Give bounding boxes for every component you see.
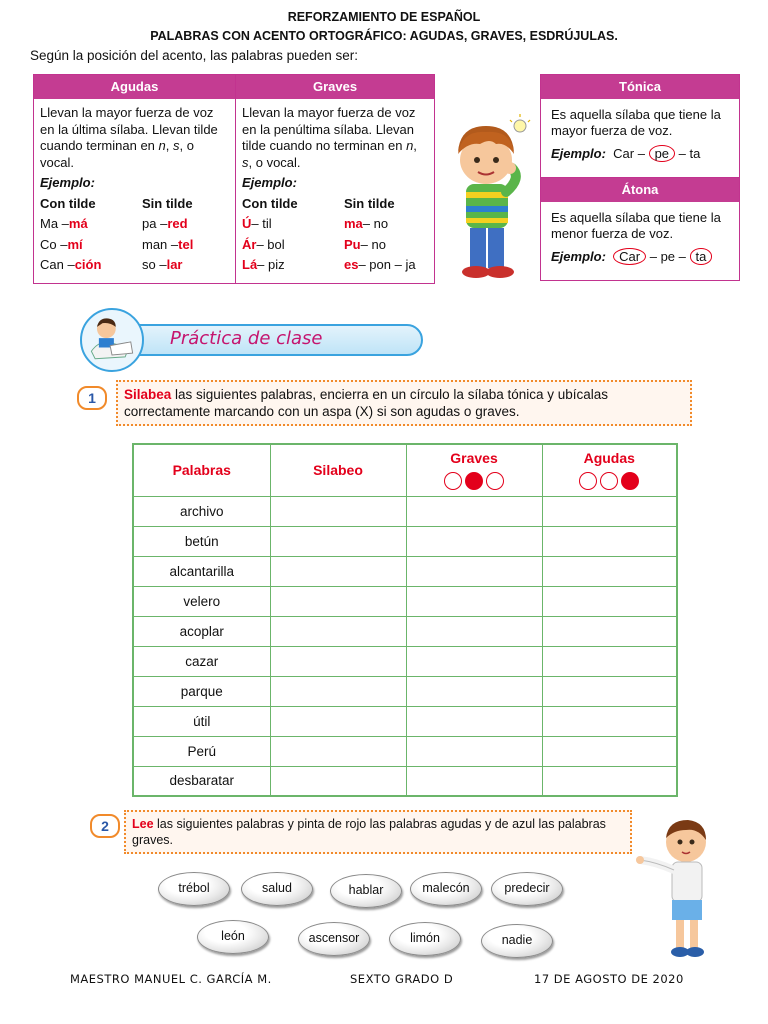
ex-post: – no <box>360 236 386 252</box>
syllable-dash: – <box>678 249 686 264</box>
example-con <box>40 257 142 274</box>
graves-cell[interactable] <box>406 616 542 646</box>
graves-sin-tilde: Sin tilde <box>344 195 395 211</box>
agudas-desc-s: s <box>173 138 180 153</box>
word-cell: parque <box>133 676 270 706</box>
ex-red: Pu <box>344 236 361 252</box>
graves-cell[interactable] <box>406 766 542 796</box>
graves-con-tilde: Con tilde <box>242 195 298 211</box>
syllable: pe <box>660 249 676 264</box>
example-sin <box>344 216 388 233</box>
graves-cell[interactable] <box>406 556 542 586</box>
graves-dots <box>407 472 542 490</box>
table-row <box>133 526 677 556</box>
practica-title: Práctica de clase <box>170 328 323 349</box>
ex-post: – bol <box>256 236 285 252</box>
dot-filled <box>621 472 639 490</box>
silabeo-cell[interactable] <box>270 496 406 526</box>
example-sin <box>142 237 193 254</box>
child-reading-icon <box>80 308 144 372</box>
agudas-desc-end: , o vocal. <box>40 138 194 170</box>
agudas-column <box>34 75 236 283</box>
table-body <box>133 496 677 796</box>
agudas-cell[interactable] <box>542 706 677 736</box>
agudas-body <box>34 99 235 274</box>
graves-header: Graves <box>236 75 434 99</box>
ex-post: – piz <box>257 257 285 272</box>
agudas-example-row <box>40 216 229 233</box>
header-silabeo: Silabeo <box>270 444 406 496</box>
ex-red: má <box>68 216 88 231</box>
dot-empty <box>579 472 597 490</box>
footer-date: 17 DE AGOSTO DE 2020 <box>534 972 684 986</box>
ex-pre: so – <box>142 257 167 272</box>
word-cell: betún <box>133 526 270 556</box>
silabeo-cell[interactable] <box>270 706 406 736</box>
syllable-dash: – <box>678 146 686 161</box>
header-agudas <box>542 444 677 496</box>
silabeo-cell[interactable] <box>270 646 406 676</box>
silabeo-cell[interactable] <box>270 616 406 646</box>
document-title: REFORZAMIENTO DE ESPAÑOL <box>287 10 481 24</box>
graves-example-row <box>242 257 428 274</box>
agudas-cell[interactable] <box>542 526 677 556</box>
example-con <box>242 257 344 274</box>
agudas-cell[interactable] <box>542 676 677 706</box>
example-con <box>40 237 142 254</box>
agudas-cell[interactable] <box>542 766 677 796</box>
intro-text: Según la posición del acento, las palabras pueden ser: <box>30 48 358 63</box>
word-cell: Perú <box>133 736 270 766</box>
silabeo-cell[interactable] <box>270 766 406 796</box>
graves-cell[interactable] <box>406 646 542 676</box>
agudas-subheads <box>40 196 229 213</box>
tonica-example <box>551 145 729 162</box>
table-row <box>133 706 677 736</box>
agudas-desc-sep: , <box>165 138 173 153</box>
word-stone[interactable]: nadie <box>481 924 553 958</box>
ex-post: – no <box>362 216 389 231</box>
word-stone[interactable]: ascensor <box>298 922 370 956</box>
header-agudas-label: Agudas <box>583 450 635 467</box>
syllable-table <box>132 443 678 797</box>
ex-red: Lá <box>242 257 258 272</box>
dot-empty <box>486 472 504 490</box>
graves-example-row <box>242 216 428 233</box>
boy-thinking-illustration <box>440 112 536 282</box>
header-graves <box>406 444 542 496</box>
agudas-description <box>40 105 229 171</box>
tonica-box <box>540 74 740 178</box>
table-row <box>133 766 677 796</box>
agudas-cell[interactable] <box>542 616 677 646</box>
boy-pointing-illustration <box>636 812 726 962</box>
word-cell: acoplar <box>133 616 270 646</box>
graves-desc-sep: , <box>413 138 417 153</box>
syllable-dash: – <box>649 249 657 264</box>
silabeo-cell[interactable] <box>270 676 406 706</box>
agudas-graves-box <box>33 74 435 284</box>
dot-filled <box>465 472 483 490</box>
agudas-cell[interactable] <box>542 646 677 676</box>
silabeo-cell[interactable] <box>270 736 406 766</box>
word-cell: cazar <box>133 646 270 676</box>
exercise-1-badge: 1 <box>77 386 107 410</box>
graves-ejemplo-label: Ejemplo: <box>242 175 297 190</box>
agudas-header: Agudas <box>34 75 235 99</box>
agudas-dots <box>543 472 677 490</box>
ex-post: – pon – ja <box>358 257 416 272</box>
ex-red: Ár <box>242 236 257 252</box>
ex-red: Ú <box>242 216 252 231</box>
graves-subheads <box>242 196 428 213</box>
tonica-body <box>541 99 739 168</box>
dot-empty <box>600 472 618 490</box>
graves-desc-n: n <box>406 138 414 153</box>
silabeo-cell[interactable] <box>270 556 406 586</box>
agudas-cell[interactable] <box>542 586 677 616</box>
exercise-2-lead: Lee <box>132 817 154 831</box>
ex-red: mí <box>67 236 83 252</box>
exercise-1-text: las siguientes palabras, encierra en un círculo la sílaba tónica y ubícalas correctamente marcando con un aspa (X) si son agudas o graves. <box>124 387 609 419</box>
ex-pre: Can – <box>40 257 75 272</box>
child-reading-drawing <box>82 310 142 370</box>
practica-banner <box>80 320 425 360</box>
word-stone[interactable]: trébol <box>158 872 230 906</box>
atona-box <box>540 177 740 281</box>
silabeo-cell[interactable] <box>270 586 406 616</box>
header-palabras: Palabras <box>133 444 270 496</box>
document-subtitle: PALABRAS CON ACENTO ORTOGRÁFICO: AGUDAS, GRAVES, ESDRÚJULAS. <box>150 29 618 43</box>
table-row <box>133 676 677 706</box>
syllable: Car <box>613 146 635 161</box>
footer-teacher: MAESTRO MANUEL C. GARCÍA M. <box>70 972 272 986</box>
silabeo-cell[interactable] <box>270 526 406 556</box>
word-stone[interactable]: hablar <box>330 874 402 908</box>
table-row <box>133 586 677 616</box>
graves-column <box>236 75 434 283</box>
graves-desc-s: s <box>242 154 249 170</box>
graves-body <box>236 99 434 274</box>
graves-cell[interactable] <box>406 706 542 736</box>
example-sin <box>142 216 188 233</box>
graves-cell[interactable] <box>406 586 542 616</box>
example-sin <box>142 257 182 274</box>
ex-red: ción <box>74 257 102 272</box>
agudas-sin-tilde: Sin tilde <box>142 195 193 211</box>
word-stone[interactable]: predecir <box>491 872 563 906</box>
header-graves-label: Graves <box>450 450 498 467</box>
graves-cell[interactable] <box>406 526 542 556</box>
exercise-2-text: las siguientes palabras y pinta de rojo las palabras agudas y de azul las palabras graves. <box>132 817 606 847</box>
syllable-dash: – <box>637 146 645 161</box>
word-stone[interactable]: león <box>197 920 269 954</box>
agudas-con-tilde: Con tilde <box>40 195 96 211</box>
ex-red: tel <box>178 236 194 252</box>
ex-red: ma <box>344 216 363 231</box>
word-stone[interactable]: salud <box>241 872 313 906</box>
circled-syllable: pe <box>649 145 675 162</box>
ex-pre: Ma – <box>40 216 69 231</box>
syllable: ta <box>689 146 701 161</box>
word-stone[interactable]: limón <box>389 922 461 956</box>
ex-pre: pa – <box>142 216 168 231</box>
agudas-desc-text: Llevan la mayor fuerza de voz en la última sílaba. Llevan tilde cuando terminan en <box>40 105 218 153</box>
exercise-1-instructions <box>116 380 692 426</box>
exercise-2-badge: 2 <box>90 814 120 838</box>
agudas-cell[interactable] <box>542 736 677 766</box>
atona-body <box>541 202 739 271</box>
tonica-ejemplo-label: Ejemplo: <box>551 146 606 161</box>
word-cell: desbaratar <box>133 766 270 796</box>
tonica-header: Tónica <box>541 75 739 99</box>
exercise-2-instructions <box>124 810 632 854</box>
agudas-cell[interactable] <box>542 556 677 586</box>
table-row <box>133 496 677 526</box>
ex-pre: Co – <box>40 236 68 252</box>
ex-post: – til <box>251 216 272 231</box>
example-con <box>242 237 344 254</box>
graves-cell[interactable] <box>406 496 542 526</box>
agudas-ejemplo-label: Ejemplo: <box>40 175 95 190</box>
word-stone[interactable]: malecón <box>410 872 482 906</box>
atona-example <box>551 248 729 265</box>
example-sin <box>344 237 386 254</box>
atona-ejemplo-label: Ejemplo: <box>551 249 606 264</box>
circled-syllable: Car <box>613 248 646 265</box>
tonica-description: Es aquella sílaba que tiene la mayor fuerza de voz. <box>551 107 721 138</box>
graves-description <box>242 105 428 171</box>
graves-cell[interactable] <box>406 736 542 766</box>
footer-grade: SEXTO GRADO D <box>350 972 454 986</box>
graves-desc-text: Llevan la mayor fuerza de voz en la penúltima sílaba. Llevan tilde cuando no terminan en <box>242 105 416 153</box>
example-sin <box>344 257 416 274</box>
table-row <box>133 616 677 646</box>
agudas-cell[interactable] <box>542 496 677 526</box>
dot-empty <box>444 472 462 490</box>
agudas-example-row <box>40 237 229 254</box>
word-cell: útil <box>133 706 270 736</box>
table-row <box>133 556 677 586</box>
graves-desc-end: , o vocal. <box>248 154 301 170</box>
table-row <box>133 736 677 766</box>
atona-header: Átona <box>541 178 739 202</box>
ex-red: red <box>167 216 188 231</box>
ex-red: lar <box>166 257 183 272</box>
atona-description: Es aquella sílaba que tiene la menor fuerza de voz. <box>551 210 721 241</box>
example-con <box>40 216 142 233</box>
table-row <box>133 646 677 676</box>
example-con <box>242 216 344 233</box>
ex-pre: man – <box>142 236 179 252</box>
exercise-1-lead: Silabea <box>124 387 172 402</box>
lightbulb-icon <box>510 114 530 132</box>
word-cell: alcantarilla <box>133 556 270 586</box>
graves-cell[interactable] <box>406 676 542 706</box>
table-header-row <box>133 444 677 496</box>
agudas-desc-n: n <box>158 138 166 153</box>
word-cell: velero <box>133 586 270 616</box>
agudas-example-row <box>40 257 229 274</box>
circled-syllable: ta <box>690 248 713 265</box>
ex-red: es <box>344 257 359 272</box>
word-cell: archivo <box>133 496 270 526</box>
graves-example-row <box>242 237 428 254</box>
